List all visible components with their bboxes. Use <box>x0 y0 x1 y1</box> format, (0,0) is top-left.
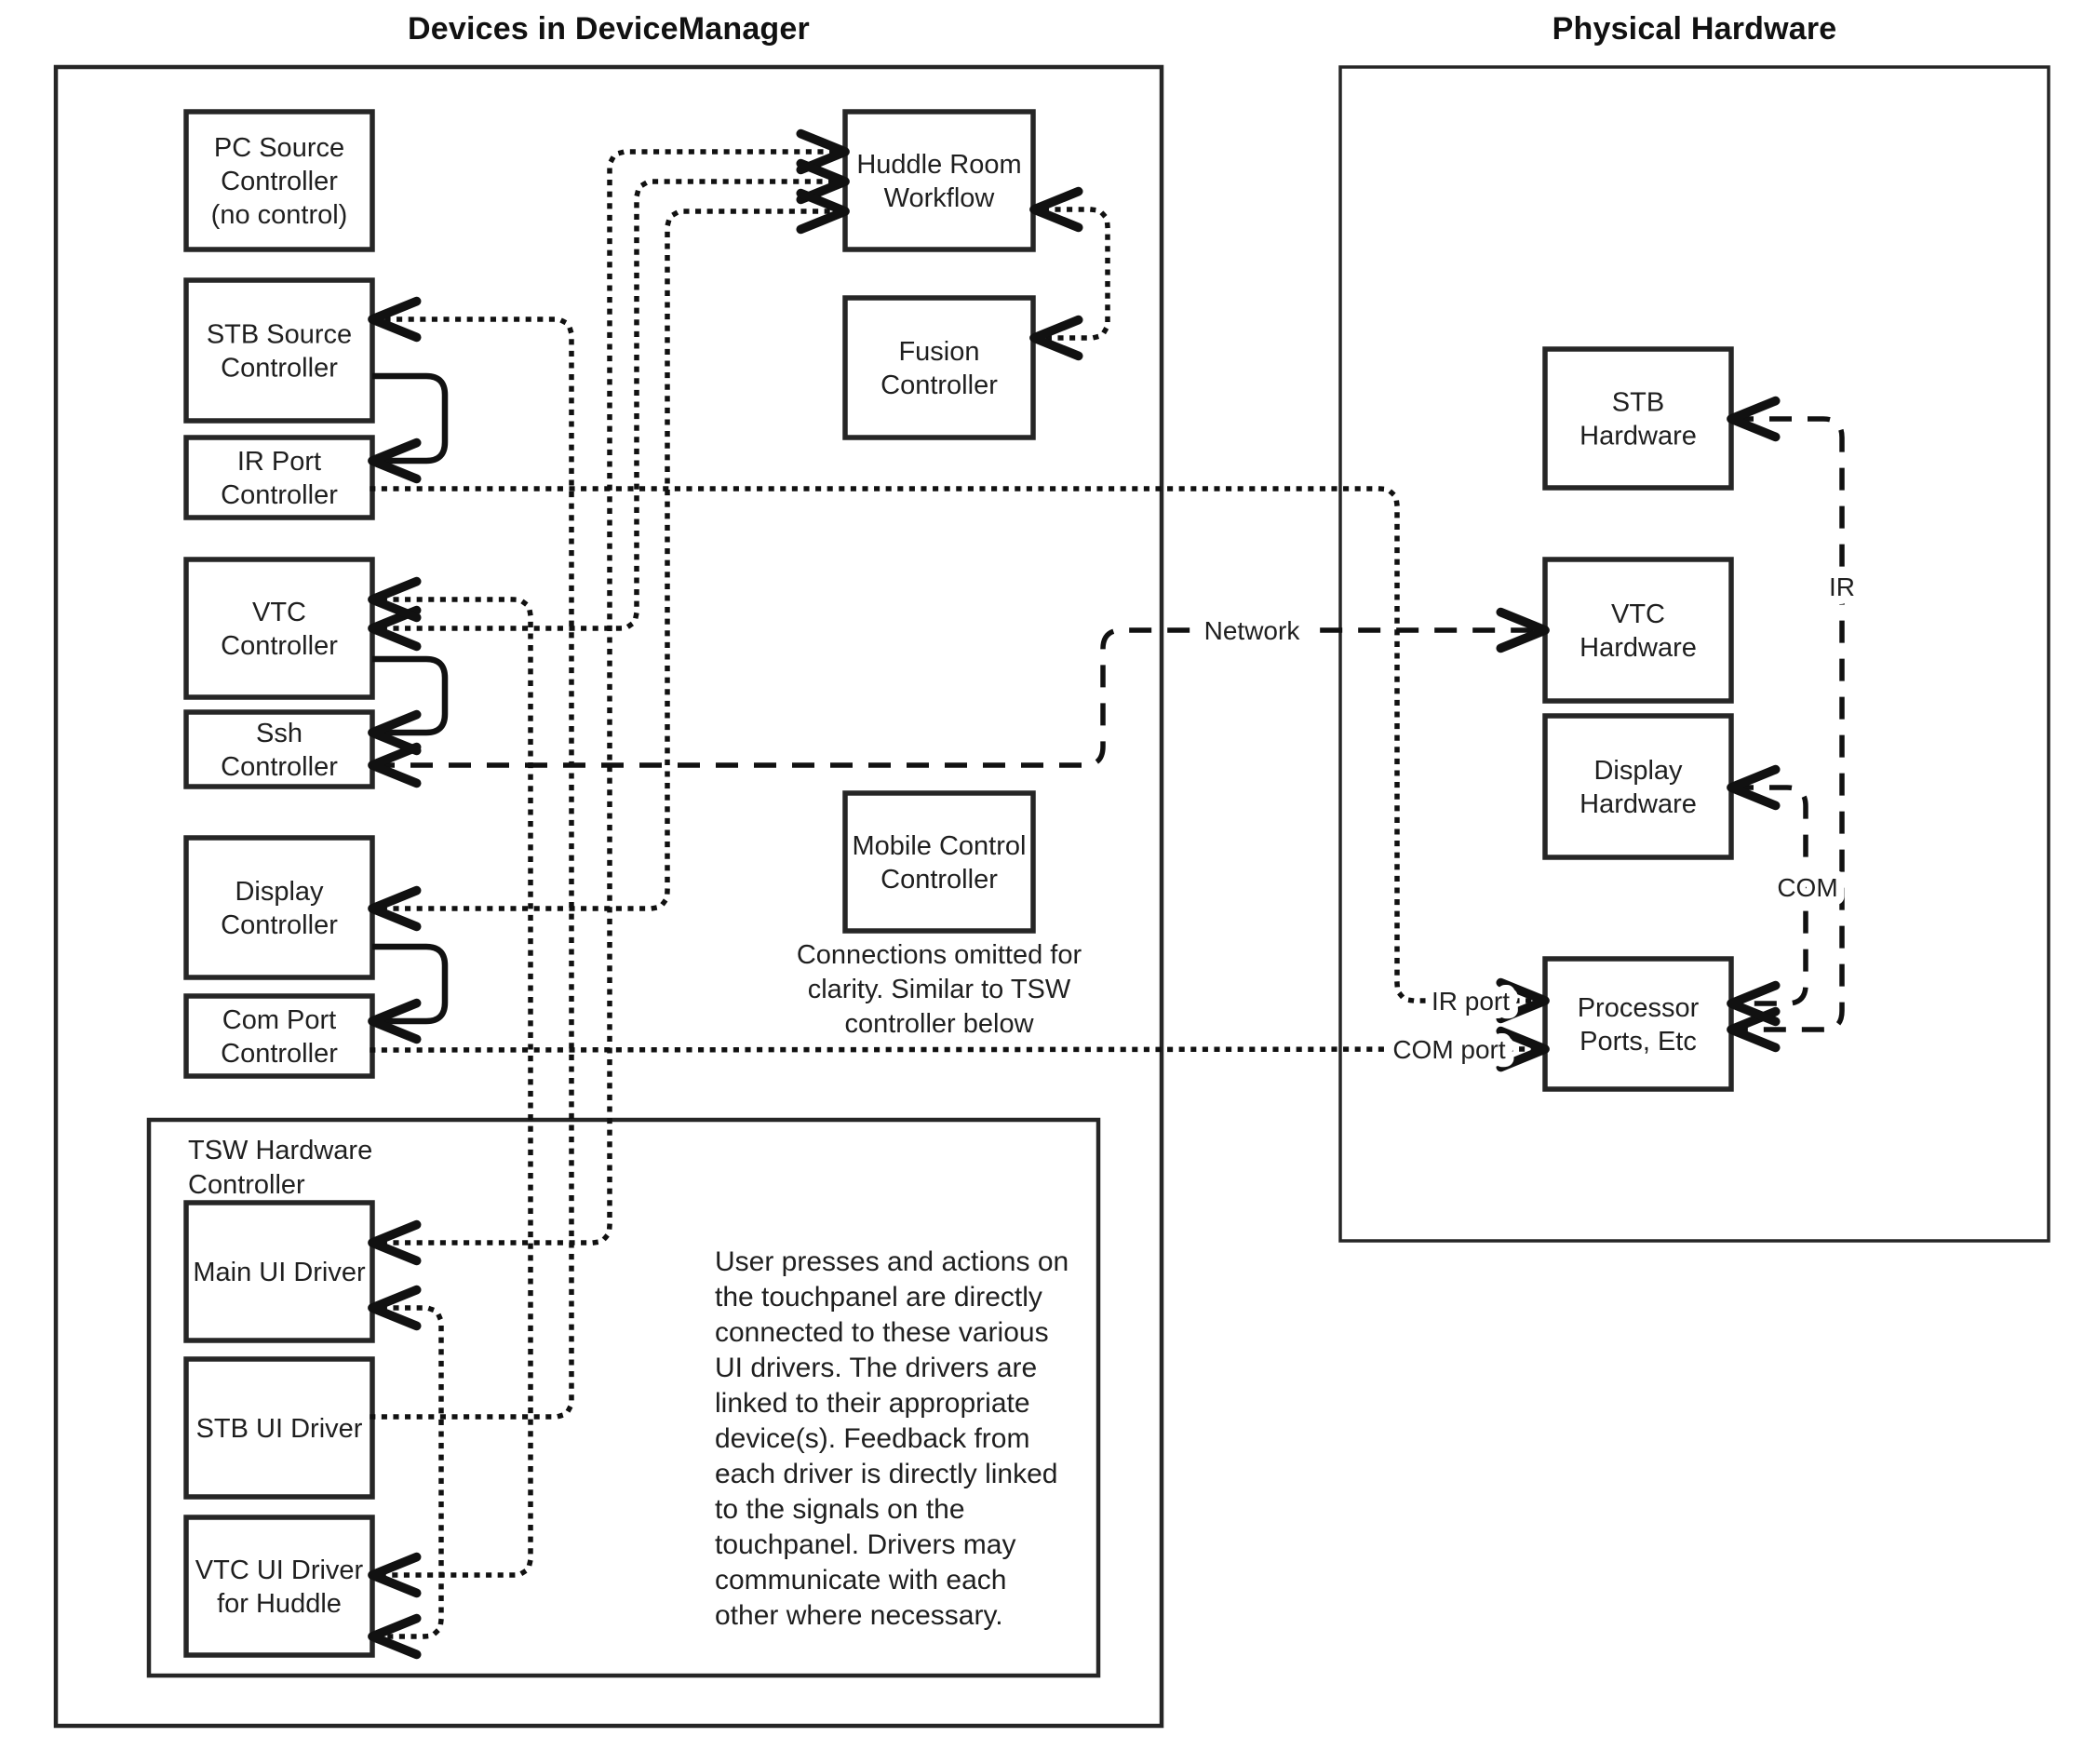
stb-hardware-box <box>1545 349 1731 488</box>
vtc-hardware-box <box>1545 559 1731 701</box>
tsw-group-label: TSW Hardware Controller <box>188 1136 373 1200</box>
stb-ui-driver-label: STB UI Driver <box>195 1414 363 1444</box>
edge-vtc-to-ssh <box>372 659 445 733</box>
ssh-controller-label: Ssh Controller <box>221 719 338 782</box>
vtc-ui-driver-box <box>186 1517 372 1655</box>
edge-network-link <box>372 630 1545 765</box>
ir-port-controller-label: IR Port Controller <box>221 447 338 510</box>
tsw-description: User presses and actions on the touchpanel are directly connected to these various UI drivers. The drivers are linked to their appropriate device(s). Feedback from each driver is directly linked to the signals on the touchpanel. Drivers may communicate with each other where necessary. <box>715 1246 1069 1631</box>
edge-main-ui-vtc-ui-link <box>372 1308 441 1636</box>
ir-port-label: IR port <box>1431 987 1511 1016</box>
network-label: Network <box>1203 616 1300 645</box>
stb-source-controller-box <box>186 280 372 421</box>
edge-vtc-ctrl-vtc-ui-link <box>372 599 531 1575</box>
stb-source-controller-label: STB Source Controller <box>206 319 353 384</box>
edge-stb-source-to-ir-port <box>372 376 445 461</box>
display-hardware-box <box>1545 716 1731 857</box>
vtc-controller-box <box>186 559 372 697</box>
edge-com-port-to-processor <box>372 1049 1545 1050</box>
edge-huddle-to-fusion <box>1034 209 1108 338</box>
processor-ports-label: Processor Ports, Etc <box>1577 993 1700 1057</box>
processor-ports-box <box>1545 959 1731 1089</box>
com-port-controller-label: Com Port Controller <box>221 1005 338 1069</box>
pc-source-controller-label: PC Source Controller (no control) <box>210 133 348 230</box>
fusion-controller-box <box>845 298 1033 438</box>
vtc-controller-label: VTC Controller <box>221 598 338 661</box>
huddle-room-workflow-box <box>845 112 1033 249</box>
device-manager-title: Devices in DeviceManager <box>408 11 810 47</box>
com-port-label: COM port <box>1392 1035 1506 1064</box>
display-controller-label: Display Controller <box>221 877 338 940</box>
main-ui-driver-label: Main UI Driver <box>193 1258 366 1287</box>
display-hardware-label: Display Hardware <box>1579 756 1697 819</box>
vtc-ui-driver-label: VTC UI Driver for Huddle <box>195 1555 364 1619</box>
edge-stb-ui-to-stb-source <box>372 319 571 1417</box>
ir-label: IR <box>1829 572 1855 601</box>
mobile-note: Connections omitted for clarity. Similar to TSW controller below <box>796 940 1082 1039</box>
fusion-controller-label: Fusion Controller <box>880 337 998 400</box>
vtc-hardware-label: VTC Hardware <box>1579 599 1697 663</box>
mobile-control-controller-label: Mobile Control Controller <box>852 831 1027 895</box>
display-controller-box <box>186 838 372 977</box>
com-label: COM <box>1777 873 1838 902</box>
edge-ir-hardware-link <box>1731 419 1842 1030</box>
huddle-room-workflow-label: Huddle Room Workflow <box>856 150 1022 213</box>
mobile-control-controller-box <box>845 793 1033 931</box>
stb-hardware-label: STB Hardware <box>1579 387 1697 451</box>
edge-display-to-com-port <box>372 947 445 1021</box>
physical-hardware-title: Physical Hardware <box>1552 11 1837 47</box>
